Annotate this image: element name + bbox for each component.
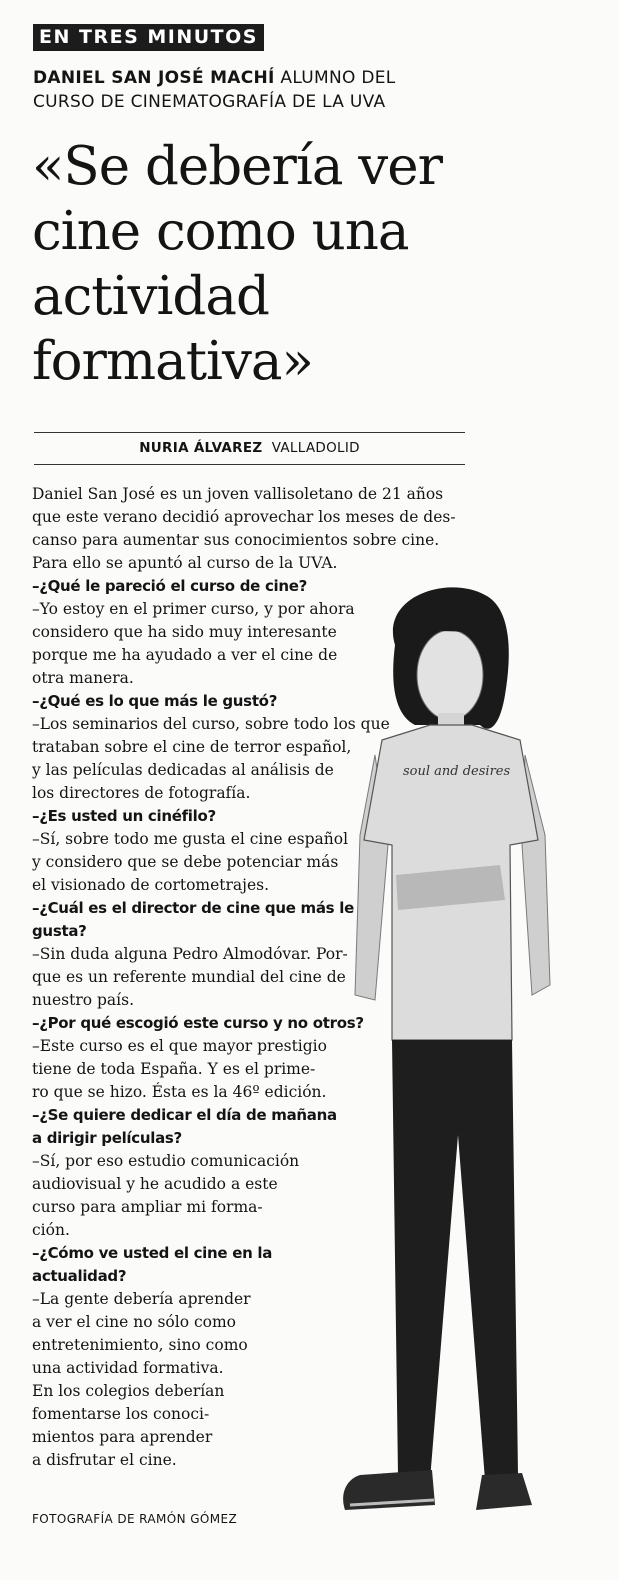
byline-place: VALLADOLID [271, 440, 360, 456]
text-line: –¿Cómo ve usted el cine en la [32, 1244, 273, 1262]
headline [32, 134, 502, 394]
text-line: –¿Por qué escogió este curso y no otros? [32, 1014, 364, 1032]
article-intro [32, 483, 472, 575]
byline-author: NURIA ÁLVAREZ [139, 440, 263, 456]
byline-bottom-rule [34, 464, 465, 465]
interview-answer [32, 1288, 472, 1472]
tshirt-print: soul and desires [403, 764, 511, 779]
text-line: –Sí, sobre todo me gusta el cine español [32, 830, 349, 848]
text-line: ro que se hizo. Ésta es la 46º edición. [32, 1083, 327, 1101]
interview-question [32, 690, 472, 713]
text-line: –¿Se quiere dedicar el día de mañana [32, 1106, 337, 1124]
article-body [32, 483, 472, 1472]
interview-answer [32, 828, 472, 897]
text-line: a ver el cine no sólo como [32, 1313, 236, 1331]
text-line: audiovisual y he acudido a este [32, 1175, 278, 1193]
text-line: fomentarse los conoci- [32, 1405, 210, 1423]
text-line: y las películas dedicadas al análisis de [32, 761, 334, 779]
text-line: nuestro país. [32, 991, 134, 1009]
text-line: –¿Qué es lo que más le gustó? [32, 692, 278, 710]
text-line: tiene de toda España. Y es el prime- [32, 1060, 316, 1078]
headline-line: cine como una [32, 201, 409, 262]
text-line: gusta? [32, 922, 87, 940]
interview-answer [32, 1150, 472, 1242]
interview-answer [32, 943, 472, 1012]
interviewee-role: ALUMNO DEL [274, 68, 396, 88]
headline-line: actividad [32, 266, 269, 327]
text-line: a disfrutar el cine. [32, 1451, 177, 1469]
text-line: que es un referente mundial del cine de [32, 968, 346, 986]
interview-question [32, 897, 472, 943]
interview-question [32, 805, 472, 828]
text-line: mientos para aprender [32, 1428, 213, 1446]
text-line: otra manera. [32, 669, 134, 687]
text-line: porque me ha ayudado a ver el cine de [32, 646, 338, 664]
text-line: ción. [32, 1221, 70, 1239]
text-line: el visionado de cortometrajes. [32, 876, 270, 894]
text-line: considero que ha sido muy interesante [32, 623, 337, 641]
byline-top-rule [34, 432, 465, 433]
text-line: a dirigir películas? [32, 1129, 182, 1147]
text-line: una actividad formativa. [32, 1359, 224, 1377]
interview-answer [32, 598, 472, 690]
text-line: trataban sobre el cine de terror español, [32, 738, 352, 756]
section-tag: EN TRES MINUTOS [33, 24, 264, 51]
interviewee-subtitle [33, 66, 453, 114]
text-line: actualidad? [32, 1267, 127, 1285]
interview-question [32, 575, 472, 598]
text-line: –Los seminarios del curso, sobre todo los que [32, 715, 390, 733]
interviewee-role-2: CURSO DE CINEMATOGRAFÍA DE LA UVA [33, 92, 386, 112]
text-line: y considero que se debe potenciar más [32, 853, 339, 871]
text-line: curso para ampliar mi forma- [32, 1198, 263, 1216]
text-line: que este verano decidió aprovechar los meses de des- [32, 508, 456, 526]
headline-line: «Se debería ver [32, 136, 442, 197]
text-line: Para ello se apuntó al curso de la UVA. [32, 554, 338, 572]
text-line: –Sin duda alguna Pedro Almodóvar. Por- [32, 945, 348, 963]
photo-credit: FOTOGRAFÍA DE RAMÓN GÓMEZ [32, 1512, 238, 1526]
byline [34, 440, 465, 456]
interview-question [32, 1104, 472, 1150]
interview-question [32, 1242, 472, 1288]
text-line: –Yo estoy en el primer curso, y por ahora [32, 600, 355, 618]
interview-answer [32, 1035, 472, 1104]
text-line: –¿Es usted un cinéfilo? [32, 807, 216, 825]
text-line: entretenimiento, sino como [32, 1336, 248, 1354]
text-line: –Sí, por eso estudio comunicación [32, 1152, 300, 1170]
text-line: canso para aumentar sus conocimientos sobre cine. [32, 531, 440, 549]
text-line: –Este curso es el que mayor prestigio [32, 1037, 327, 1055]
text-line: Daniel San José es un joven vallisoletano de 21 años [32, 485, 444, 503]
interview-question [32, 1012, 472, 1035]
text-line: –¿Cuál es el director de cine que más le [32, 899, 354, 917]
text-line: los directores de fotografía. [32, 784, 251, 802]
text-line: En los colegios deberían [32, 1382, 225, 1400]
interviewee-name: DANIEL SAN JOSÉ MACHÍ [33, 68, 275, 88]
interview-answer [32, 713, 472, 805]
text-line: –La gente debería aprender [32, 1290, 251, 1308]
text-line: –¿Qué le pareció el curso de cine? [32, 577, 308, 595]
headline-line: formativa» [32, 331, 313, 392]
